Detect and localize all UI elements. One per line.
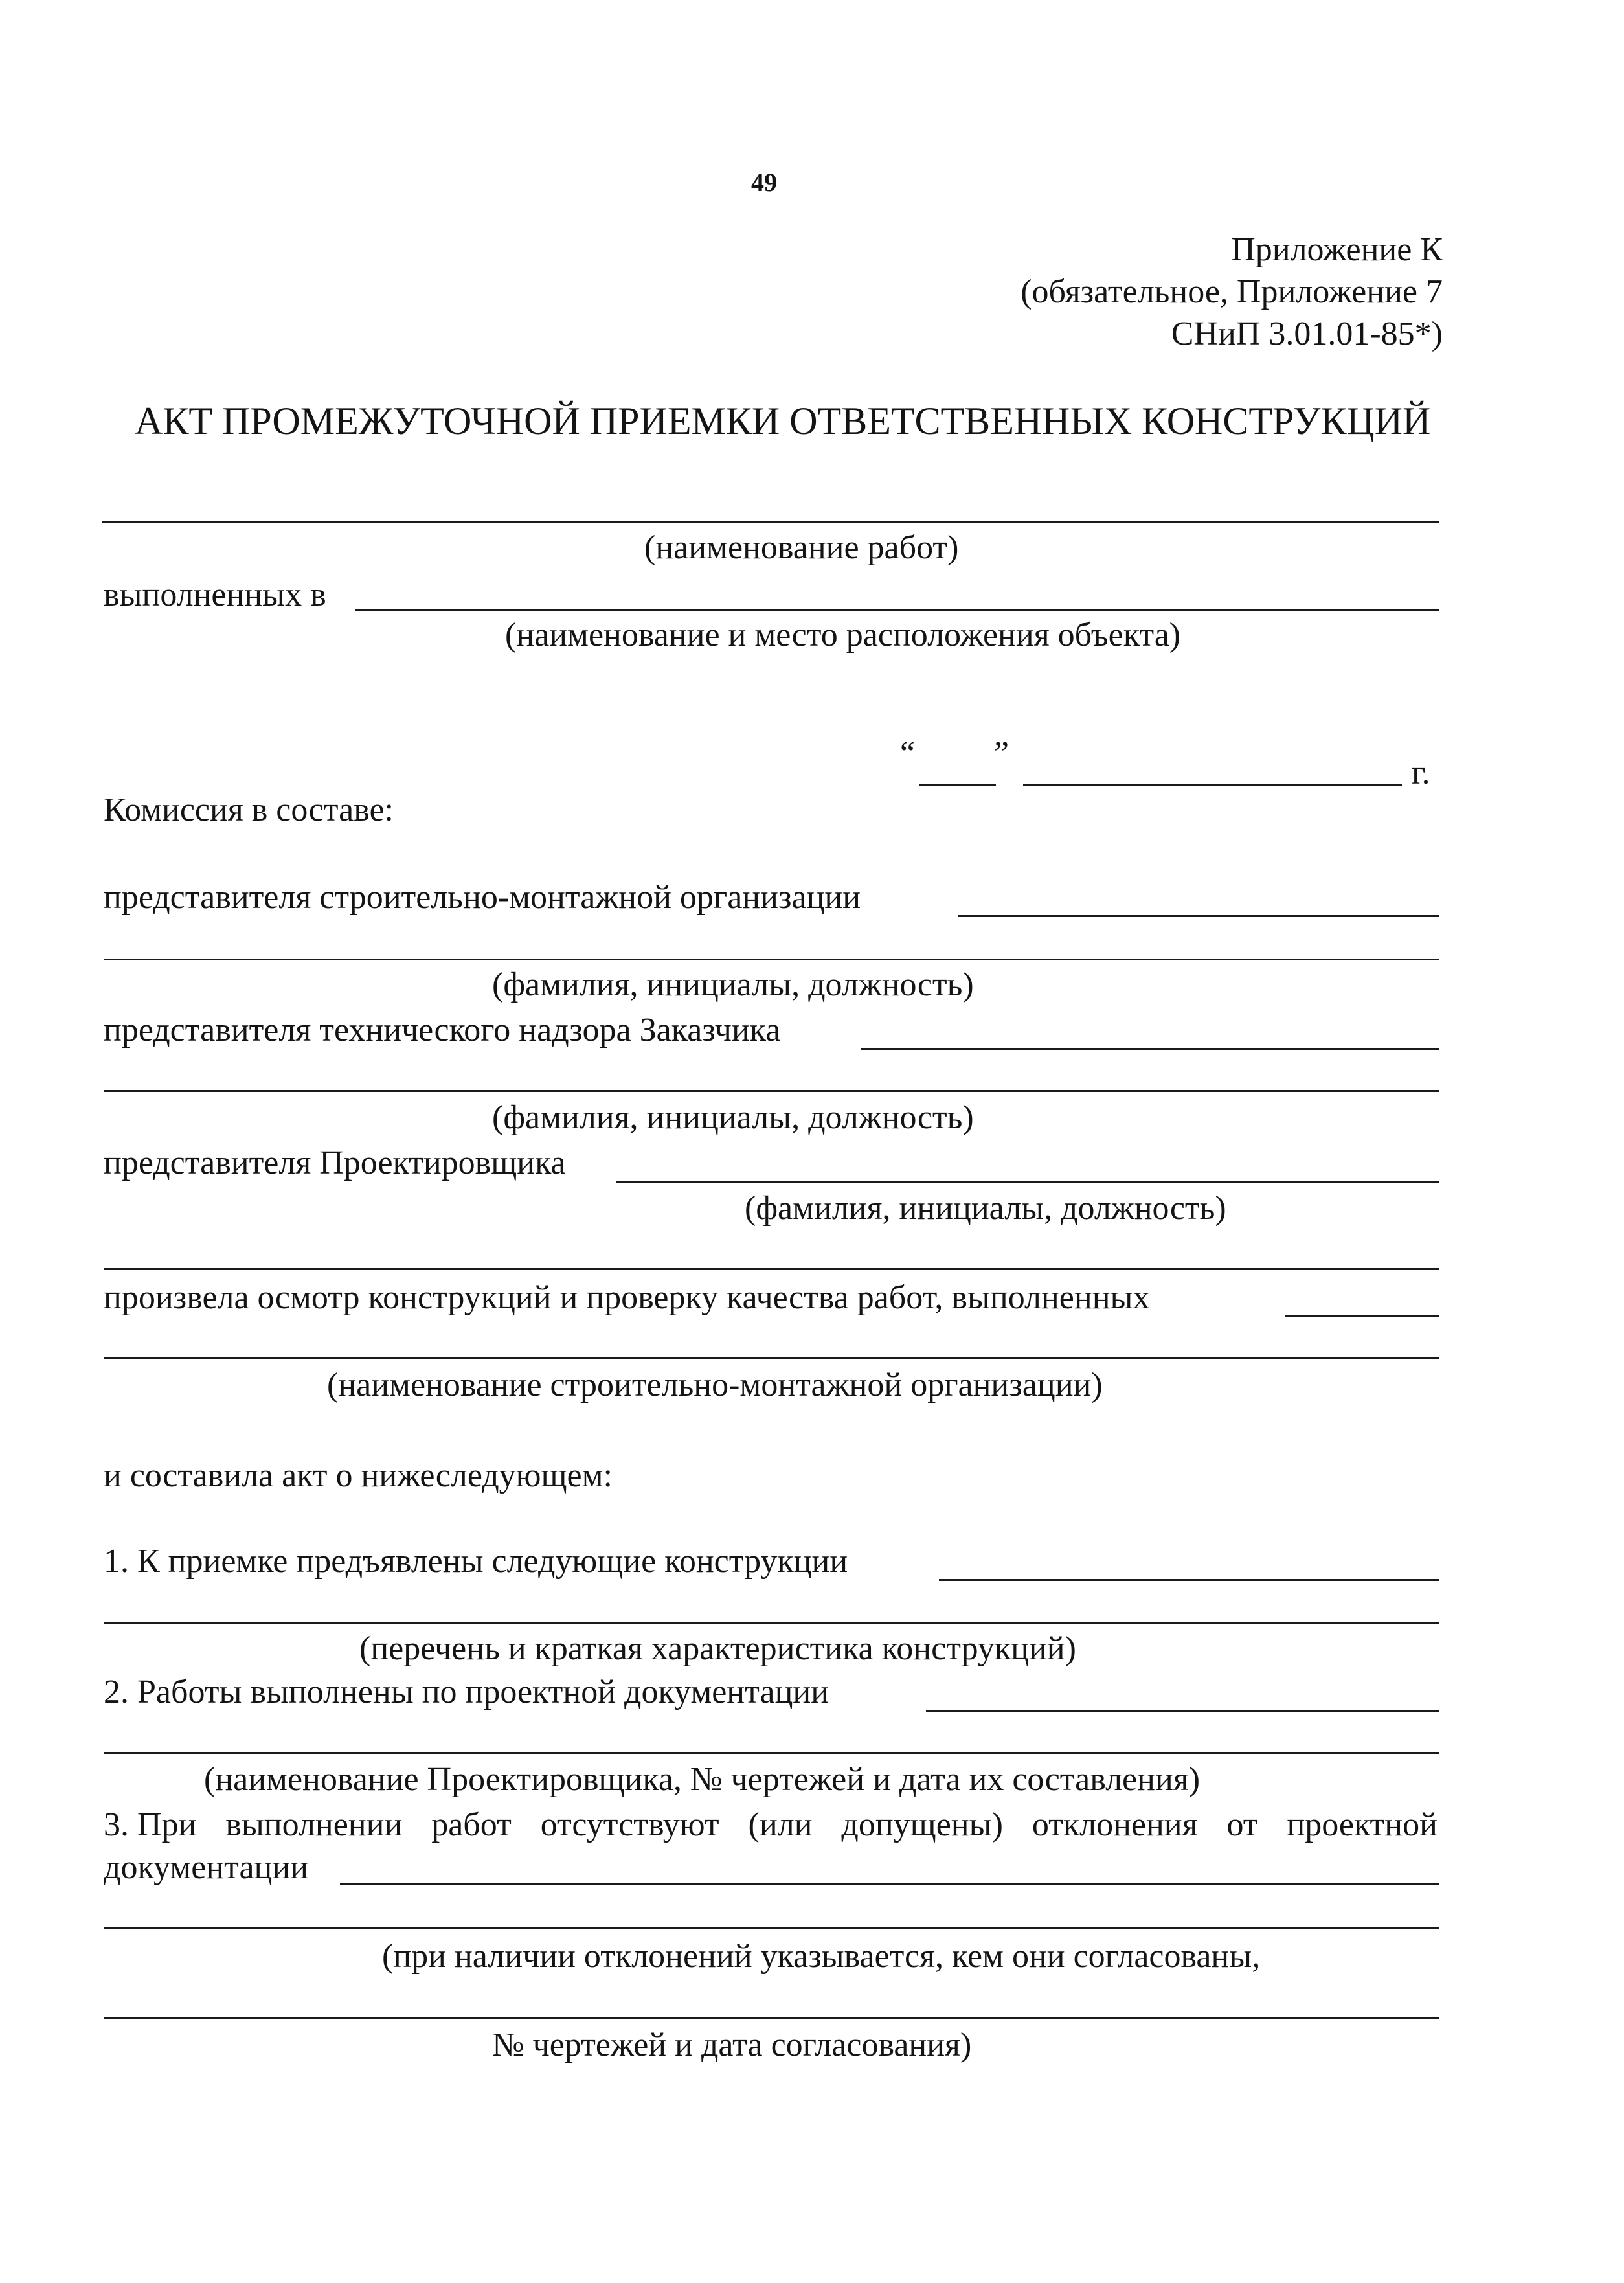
item1-line[interactable]: [939, 1579, 1439, 1581]
item3-caption-2: № чертежей и дата согласования): [492, 2027, 972, 2063]
object-caption: (наименование и место расположения объекта): [505, 617, 1181, 653]
item3-label: [104, 1808, 1438, 1842]
rep-construction-line-2[interactable]: [104, 959, 1439, 960]
date-year-suffix: г.: [1412, 755, 1430, 791]
org-caption: (наименование строительно-монтажной организации): [327, 1367, 1103, 1403]
item2-caption: (наименование Проектировщика, № чертежей и дата их составления): [204, 1761, 1201, 1798]
rep-customer-line-2[interactable]: [104, 1090, 1439, 1092]
item3-word: допущены): [841, 1806, 1003, 1843]
item1-line-2[interactable]: [104, 1622, 1439, 1624]
item3-line-3[interactable]: [104, 2017, 1439, 2019]
performed-in-label: выполненных в: [104, 576, 326, 613]
page-number: 49: [751, 168, 777, 197]
date-close-quote: ”: [994, 735, 1009, 772]
item2-line-2[interactable]: [104, 1752, 1439, 1754]
item1-caption: (перечень и краткая характеристика конструкций): [359, 1630, 1076, 1667]
date-day-line[interactable]: [919, 784, 996, 786]
item3-word: работ: [431, 1806, 512, 1843]
item3-word: 3. При: [104, 1806, 197, 1843]
name-caption-3: (фамилия, инициалы, должность): [745, 1190, 1226, 1227]
inspection-org-line-2[interactable]: [104, 1357, 1439, 1359]
inspection-label: произвела осмотр конструкций и проверку качества работ, выполненных: [104, 1279, 1150, 1316]
item3-word: от: [1226, 1806, 1258, 1843]
rep-construction-line[interactable]: [958, 915, 1439, 917]
item3-label-cont: документации: [104, 1849, 309, 1886]
item2-label: 2. Работы выполнены по проектной документации: [104, 1674, 829, 1710]
works-caption: (наименование работ): [644, 529, 959, 566]
rep-designer-line[interactable]: [616, 1181, 1439, 1183]
inspection-org-line[interactable]: [1285, 1315, 1439, 1317]
rep-customer-line[interactable]: [861, 1048, 1439, 1050]
item3-line-2[interactable]: [104, 1927, 1439, 1929]
item3-word: проектной: [1287, 1806, 1438, 1843]
rep-designer-label: представителя Проектировщика: [104, 1144, 566, 1181]
commission-label: Комиссия в составе:: [104, 791, 394, 828]
name-caption-2: (фамилия, инициалы, должность): [492, 1099, 974, 1136]
act-intro: и составила акт о нижеследующем:: [104, 1457, 613, 1494]
appendix-line-2: (обязательное, Приложение 7: [1021, 273, 1443, 310]
date-month-line[interactable]: [1023, 784, 1402, 786]
item3-word: (или: [748, 1806, 813, 1843]
item3-word: отсутствуют: [540, 1806, 719, 1843]
rep-customer-label: представителя технического надзора Заказчика: [104, 1012, 781, 1049]
date-open-quote: “: [900, 735, 916, 772]
appendix-line-3: СНиП 3.01.01-85*): [1171, 315, 1443, 352]
name-caption-1: (фамилия, инициалы, должность): [492, 966, 974, 1003]
appendix-line-1: Приложение К: [1231, 231, 1443, 268]
item3-line[interactable]: [340, 1883, 1439, 1885]
item3-word: выполнении: [225, 1806, 403, 1843]
designer-extra-line[interactable]: [104, 1268, 1439, 1270]
item2-line[interactable]: [926, 1710, 1439, 1712]
rep-construction-label: представителя строительно-монтажной организации: [104, 879, 861, 916]
object-name-line[interactable]: [355, 609, 1439, 611]
item1-label: 1. К приемке предъявлены следующие конструкции: [104, 1543, 848, 1580]
document-title: АКТ ПРОМЕЖУТОЧНОЙ ПРИЕМКИ ОТВЕТСТВЕННЫХ КОНСТРУКЦИЙ: [135, 400, 1431, 442]
item3-word: отклонения: [1032, 1806, 1198, 1843]
item3-caption-1: (при наличии отклонений указывается, кем они согласованы,: [382, 1938, 1261, 1975]
works-name-line[interactable]: [102, 521, 1439, 523]
